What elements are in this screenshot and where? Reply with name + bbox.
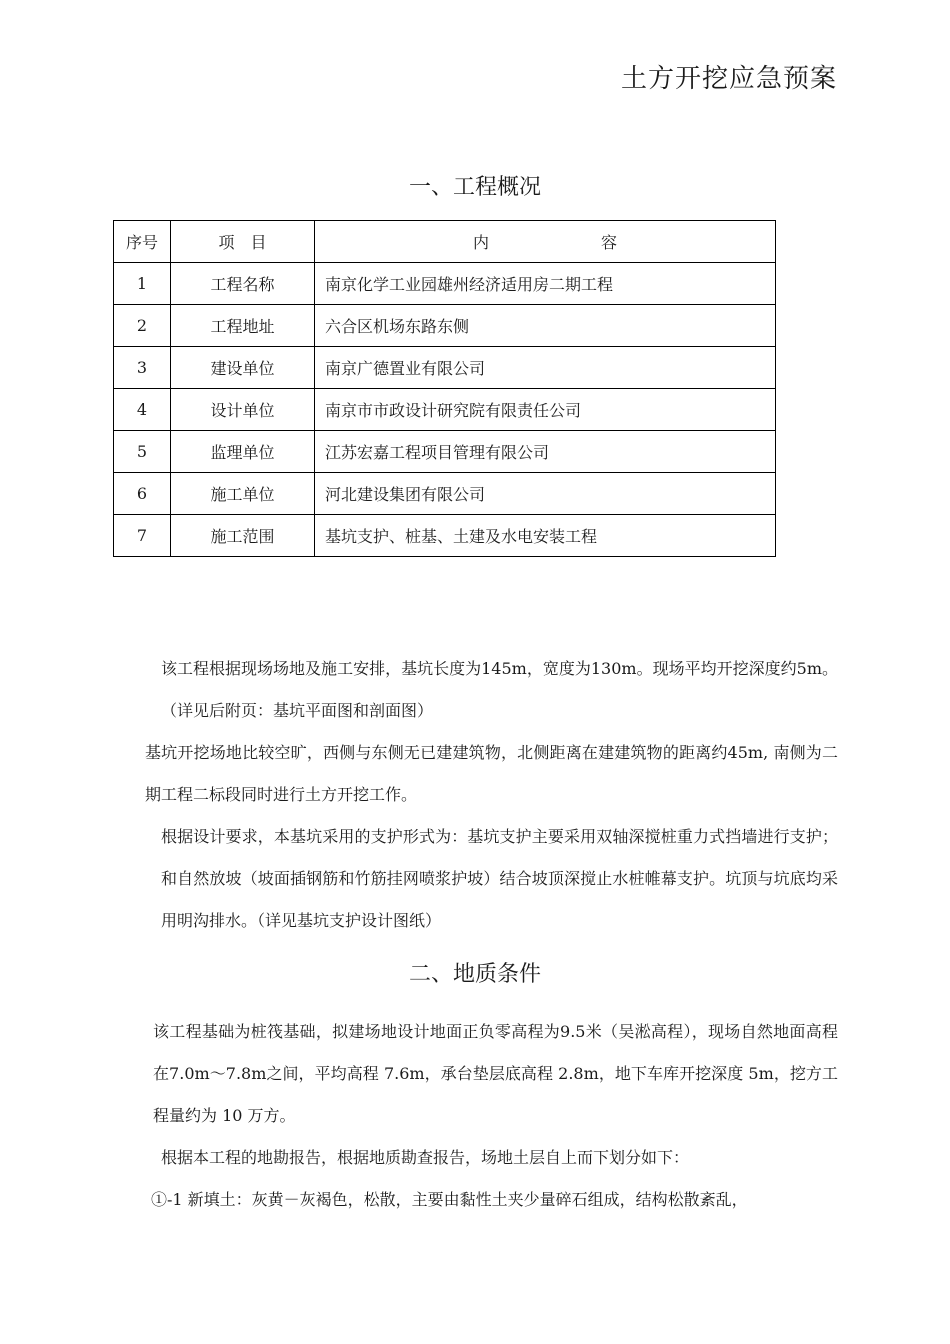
table-row: [114, 347, 776, 389]
row-content: 南京化学工业园雄州经济适用房二期工程: [315, 263, 776, 305]
header-content: 内 容: [315, 221, 776, 263]
row-no: 6: [114, 473, 171, 515]
row-item: 工程名称: [171, 263, 315, 305]
paragraph-support-method: [113, 816, 838, 942]
table-row: [114, 263, 776, 305]
row-no: 2: [114, 305, 171, 347]
row-item: 工程地址: [171, 305, 315, 347]
paragraph-text: 该工程根据现场场地及施工安排，基坑长度为145m，宽度为130m。现场平均开挖深度约5m。（详见后附页：基坑平面图和剖面图）: [161, 659, 838, 720]
row-no: 1: [114, 263, 171, 305]
row-no: 7: [114, 515, 171, 557]
row-no: 3: [114, 347, 171, 389]
paragraph-text: 根据本工程的地勘报告，根据地质勘查报告，场地土层自上而下划分如下：: [161, 1148, 690, 1167]
table-row: [114, 305, 776, 347]
table-row: [114, 389, 776, 431]
row-no: 5: [114, 431, 171, 473]
paragraph-site-surroundings: [113, 732, 838, 816]
row-content: 河北建设集团有限公司: [315, 473, 776, 515]
section-heading-geology: 二、地质条件: [408, 962, 541, 987]
header-no: 序号: [114, 221, 171, 263]
paragraph-text: 基坑开挖场地比较空旷，西侧与东侧无已建建筑物，北侧距离在建建筑物的距离约45m, 南侧为二期工程二标段同时进行土方开挖工作。: [145, 743, 838, 804]
row-content: 基坑支护、桩基、土建及水电安装工程: [315, 515, 776, 557]
row-item: 施工范围: [171, 515, 315, 557]
section-heading-overview: 一、工程概况: [408, 175, 541, 200]
table-row: [114, 473, 776, 515]
row-item: 建设单位: [171, 347, 315, 389]
row-item: 施工单位: [171, 473, 315, 515]
row-content: 六合区机场东路东侧: [315, 305, 776, 347]
paragraph-foundation: [113, 1011, 838, 1137]
header-item: 项 目: [171, 221, 315, 263]
table-header-row: [114, 221, 776, 263]
project-overview-table: [113, 220, 776, 557]
paragraph-excavation-size: [113, 648, 838, 732]
paragraph-text: ①-1 新填土：灰黄－灰褐色，松散，主要由黏性土夹少量碎石组成，结构松散紊乱，: [151, 1190, 748, 1209]
paragraph-text: 该工程基础为桩筏基础，拟建场地设计地面正负零高程为9.5米（吴淞高程），现场自然地面高程在7.0m～7.8m之间，平均高程 7.6m，承台垫层底高程 2.8m，地下车库开挖深度 5m，挖方工程量约为 10 万方。: [153, 1022, 838, 1125]
row-content: 南京广德置业有限公司: [315, 347, 776, 389]
row-content: 江苏宏嘉工程项目管理有限公司: [315, 431, 776, 473]
paragraph-text: 根据设计要求，本基坑采用的支护形式为：基坑支护主要采用双轴深搅桩重力式挡墙进行支护；和自然放坡（坡面插钢筋和竹筋挂网喷浆护坡）结合坡顶深搅止水桩帷幕支护。坑顶与坑底均采用明沟排水。（详见基坑支护设计图纸）: [161, 827, 838, 930]
row-item: 监理单位: [171, 431, 315, 473]
document-title: 土方开挖应急预案: [620, 64, 837, 94]
paragraph-soil-intro: [113, 1137, 838, 1179]
table-row: [114, 515, 776, 557]
paragraph-soil-layer-1: [113, 1179, 838, 1221]
row-item: 设计单位: [171, 389, 315, 431]
table-row: [114, 431, 776, 473]
row-content: 南京市市政设计研究院有限责任公司: [315, 389, 776, 431]
row-no: 4: [114, 389, 171, 431]
